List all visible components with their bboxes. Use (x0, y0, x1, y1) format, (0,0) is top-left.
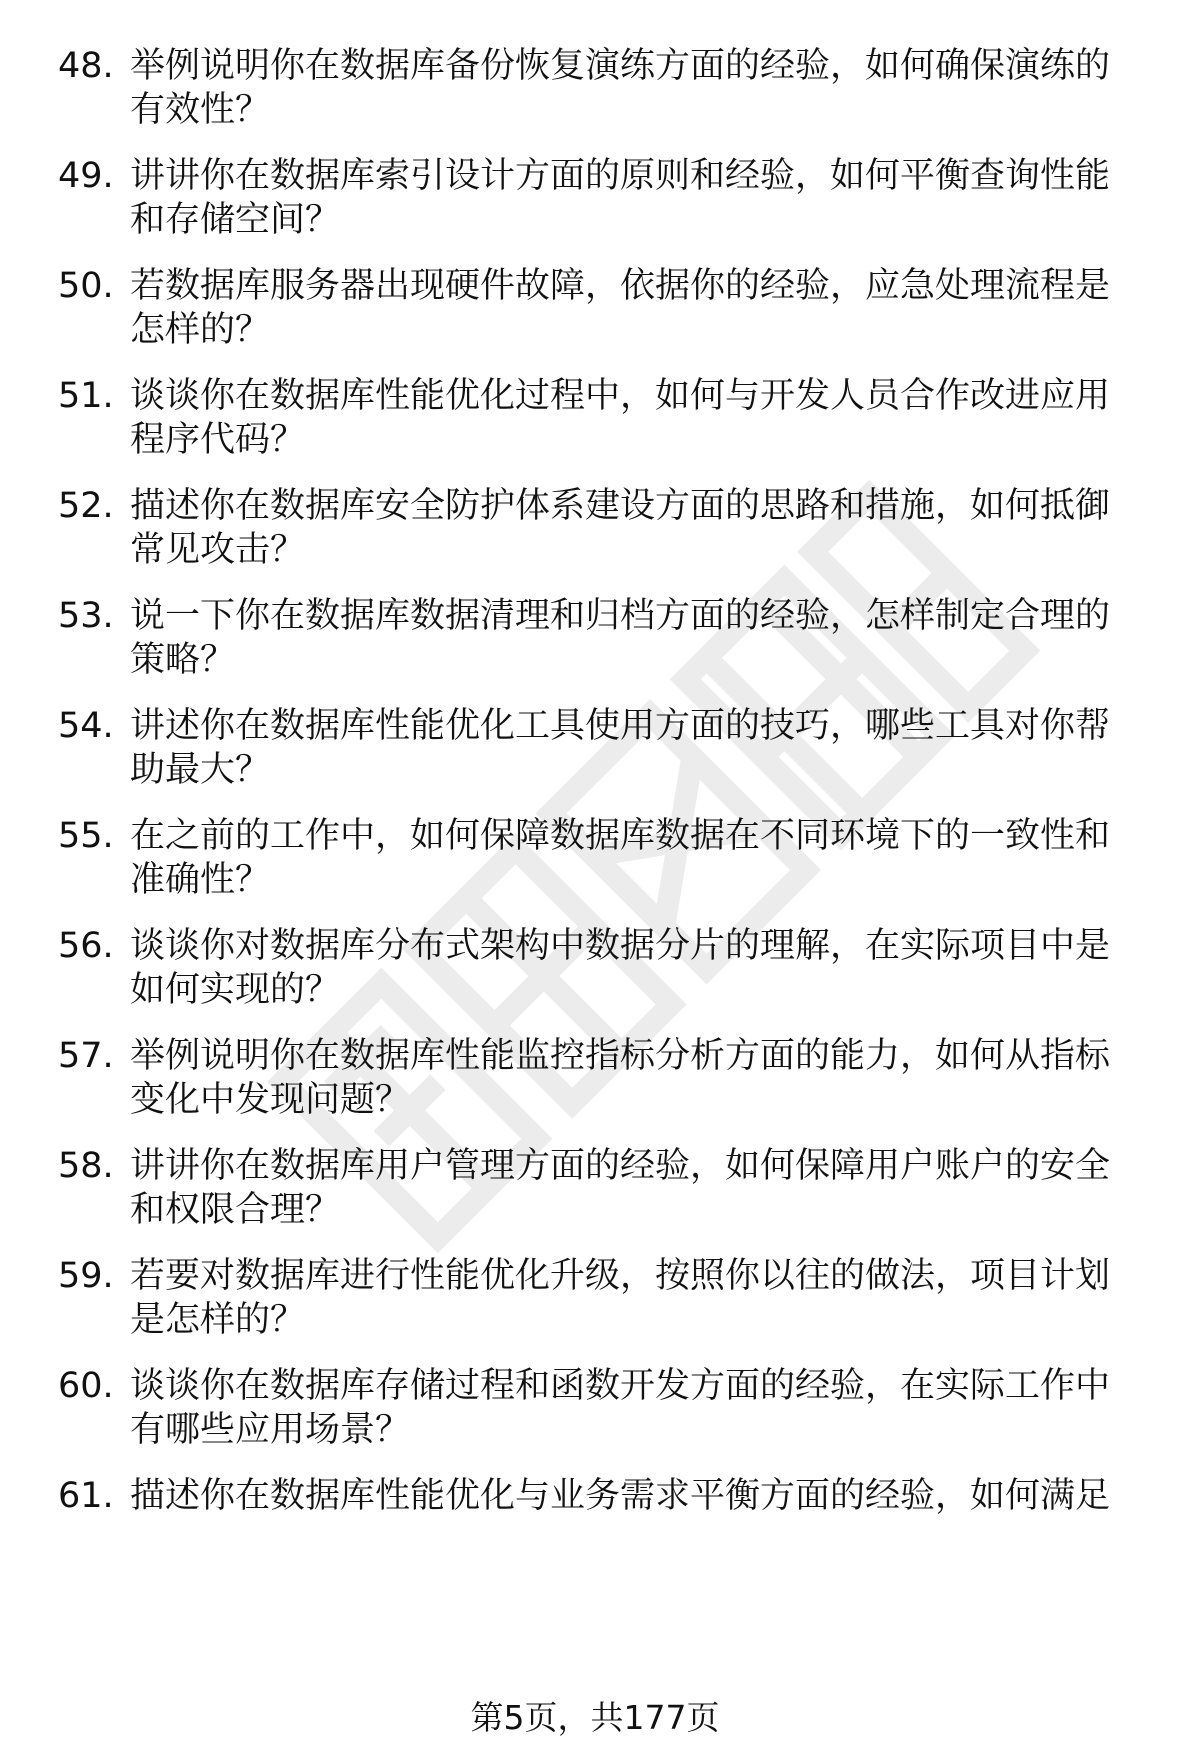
question-text: 举例说明你在数据库备份恢复演练方面的经验，如何确保演练的有效性？ (130, 46, 1111, 130)
question-item (58, 924, 1148, 1012)
question-number: 53. (58, 596, 114, 636)
question-number: 59. (58, 1256, 114, 1296)
question-text: 谈谈你在数据库存储过程和函数开发方面的经验，在实际工作中有哪些应用场景？ (130, 1366, 1111, 1450)
question-item (58, 374, 1148, 462)
question-item (58, 1254, 1148, 1342)
question-item (58, 484, 1148, 572)
question-text: 若要对数据库进行性能优化升级，按照你以往的做法，项目计划是怎样的？ (130, 1256, 1111, 1340)
question-item (58, 704, 1148, 792)
question-item (58, 1144, 1148, 1232)
question-number: 48. (58, 46, 114, 86)
question-number: 55. (58, 816, 114, 856)
question-number: 54. (58, 706, 114, 746)
question-item (58, 814, 1148, 902)
question-item (58, 44, 1148, 132)
question-item (58, 264, 1148, 352)
question-number: 51. (58, 376, 114, 416)
question-number: 50. (58, 266, 114, 306)
page-footer: 第5页，共177页 (470, 1698, 720, 1737)
question-text: 讲讲你在数据库用户管理方面的经验，如何保障用户账户的安全和权限合理？ (130, 1146, 1111, 1230)
question-item (58, 154, 1148, 242)
question-text: 讲讲你在数据库索引设计方面的原则和经验，如何平衡查询性能和存储空间？ (130, 156, 1111, 240)
question-text: 描述你在数据库安全防护体系建设方面的思路和措施，如何抵御常见攻击？ (130, 486, 1111, 570)
question-text: 说一下你在数据库数据清理和归档方面的经验，怎样制定合理的策略？ (130, 596, 1111, 680)
question-item (58, 1474, 1148, 1518)
question-number: 52. (58, 486, 114, 526)
question-text: 谈谈你在数据库性能优化过程中，如何与开发人员合作改进应用程序代码？ (130, 376, 1111, 460)
question-text: 描述你在数据库性能优化与业务需求平衡方面的经验，如何满足 (130, 1476, 1111, 1516)
question-text: 举例说明你在数据库性能监控指标分析方面的能力，如何从指标变化中发现问题？ (130, 1036, 1111, 1120)
question-number: 60. (58, 1366, 114, 1406)
question-text: 讲述你在数据库性能优化工具使用方面的技巧，哪些工具对你帮助最大？ (130, 706, 1111, 790)
question-number: 56. (58, 926, 114, 966)
question-text: 谈谈你对数据库分布式架构中数据分片的理解，在实际项目中是如何实现的？ (130, 926, 1111, 1010)
question-number: 58. (58, 1146, 114, 1186)
question-number: 61. (58, 1476, 114, 1516)
question-number: 57. (58, 1036, 114, 1076)
question-item (58, 594, 1148, 682)
question-text: 在之前的工作中，如何保障数据库数据在不同环境下的一致性和准确性？ (130, 816, 1111, 900)
question-item (58, 1034, 1148, 1122)
question-number: 49. (58, 156, 114, 196)
question-item (58, 1364, 1148, 1452)
question-text: 若数据库服务器出现硬件故障，依据你的经验，应急处理流程是怎样的？ (130, 266, 1111, 350)
